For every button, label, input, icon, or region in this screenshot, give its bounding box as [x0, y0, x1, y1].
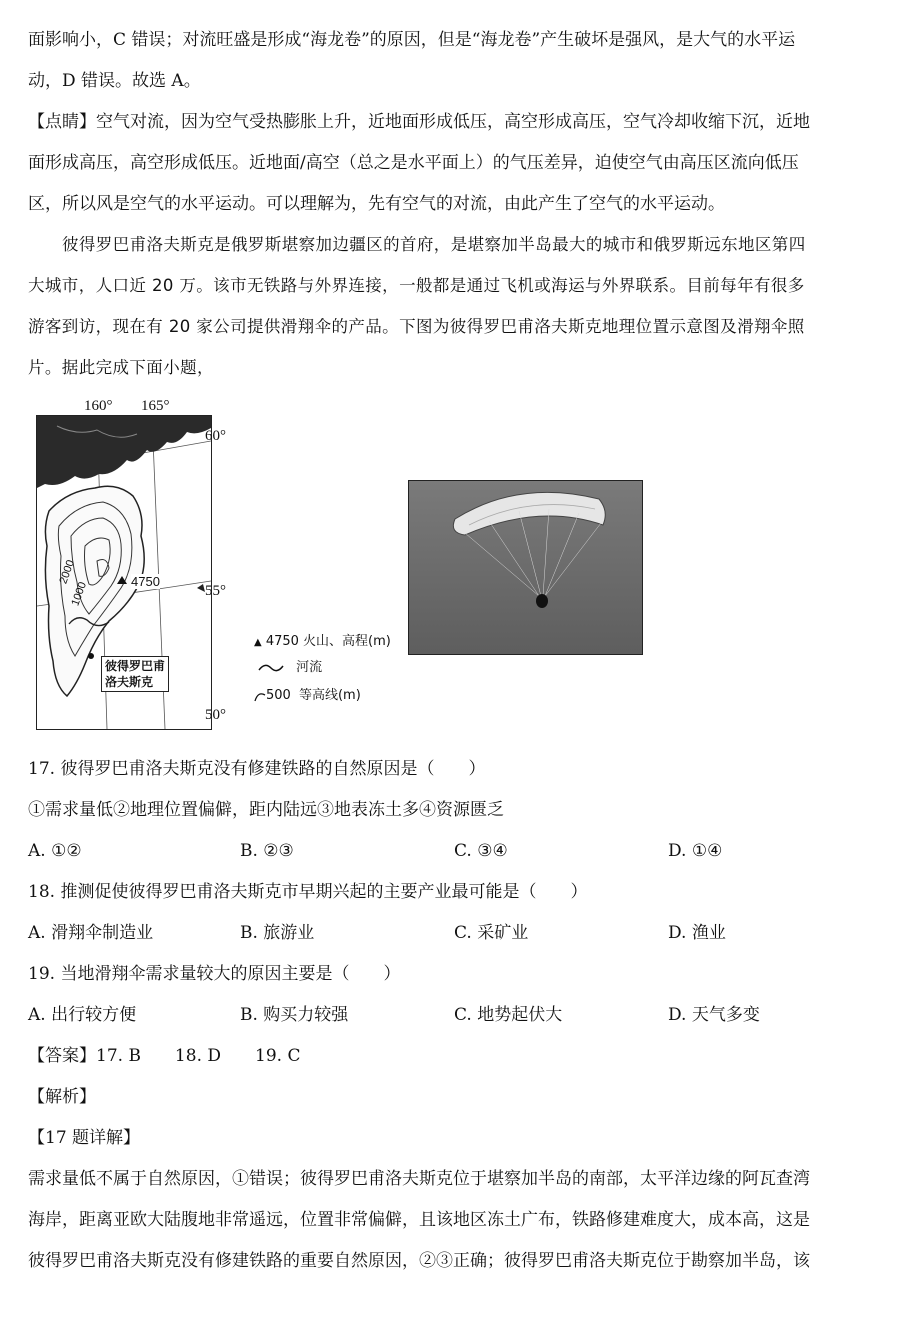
city-label	[101, 656, 169, 692]
option-d: D. 天气多变	[668, 1005, 760, 1025]
question-stem: 19. 当地滑翔伞需求量较大的原因主要是（ ）	[28, 964, 401, 984]
detail-line: 海岸，距离亚欧大陆腹地非常遥远，位置非常偏僻，且该地区冻土广布，铁路修建难度大，成本高，这是	[28, 1210, 810, 1230]
paraglider-image	[409, 481, 642, 654]
contour-line-icon	[254, 689, 266, 703]
text-line: 面影响小，C 错误；对流旺盛是形成“海龙卷”的原因，但是“海龙卷”产生破坏是强风，是大气的水平运	[28, 30, 796, 50]
option-d: D. ①④	[668, 841, 723, 861]
detail-title: 【17 题详解】	[28, 1128, 141, 1148]
longitude-label: 160°	[84, 398, 113, 414]
detail-line: 需求量低不属于自然原因，①错误；彼得罗巴甫洛夫斯克位于堪察加半岛的南部，太平洋边缘的阿瓦查湾	[28, 1169, 810, 1189]
intro-line: 片。据此完成下面小题，	[28, 358, 214, 377]
latitude-label: 50°	[205, 707, 226, 723]
intro-line: 大城市，人口近 20 万。该市无铁路与外界连接，一般都是通过飞机或海运与外界联系。目前每年有很多	[28, 276, 805, 295]
latitude-label: 55°	[205, 583, 226, 599]
tip-line: 面形成高压，高空形成低压。近地面/高空（总之是水平面上）的气压差异，迫使空气由高压区流向低压	[28, 153, 799, 173]
tip-line: 【点睛】空气对流，因为空气受热膨胀上升，近地面形成低压，高空形成高压，空气冷却收缩下沉，近地	[28, 112, 810, 132]
option-a: A. 出行较方便	[28, 1005, 137, 1025]
legend-contour-label: 等高线(m)	[298, 688, 361, 703]
question-stem: 17. 彼得罗巴甫洛夫斯克没有修建铁路的自然原因是（ ）	[28, 759, 486, 779]
text-line: 动，D 错误。故选 A。	[28, 71, 201, 91]
city-label-line: 彼得罗巴甫	[105, 659, 166, 673]
tip-line: 区，所以风是空气的水平运动。可以理解为，先有空气的对流，由此产生了空气的水平运动。	[28, 194, 725, 214]
longitude-label: 165°	[141, 398, 170, 414]
option-c: C. ③④	[454, 841, 508, 861]
intro-line: 游客到访，现在有 20 家公司提供滑翔伞的产品。下图为彼得罗巴甫洛夫斯克地理位置示意图及滑翔伞照	[28, 317, 805, 336]
contour-label: 2000	[57, 558, 78, 586]
city-label-line: 洛夫斯克	[105, 675, 154, 689]
peak-label: 4750	[131, 574, 160, 589]
intro-line: 彼得罗巴甫洛夫斯克是俄罗斯堪察加边疆区的首府，是堪察加半岛最大的城市和俄罗斯远东地区第四	[62, 235, 806, 254]
option-d: D. 渔业	[668, 923, 726, 943]
legend-river	[258, 656, 322, 675]
legend-contour	[254, 684, 361, 703]
river-icon	[258, 661, 284, 675]
legend-volcano	[254, 630, 391, 649]
detail-line: 彼得罗巴甫洛夫斯克没有修建铁路的重要自然原因，②③正确；彼得罗巴甫洛夫斯克位于勘察加半岛，该	[28, 1251, 810, 1271]
option-b: B. ②③	[240, 841, 294, 861]
question-stem: 18. 推测促使彼得罗巴甫洛夫斯克市早期兴起的主要产业最可能是（ ）	[28, 882, 588, 902]
option-b: B. 旅游业	[240, 923, 315, 943]
legend-river-label: 河流	[296, 660, 323, 675]
option-b: B. 购买力较强	[240, 1005, 349, 1025]
option-c: C. 采矿业	[454, 923, 529, 943]
legend-volcano-label: 4750 火山、高程(m)	[265, 634, 391, 649]
legend-contour-value: 500	[266, 688, 291, 703]
analysis-heading: 【解析】	[28, 1087, 96, 1107]
volcano-icon: ▲	[254, 637, 262, 648]
contour-label: 1000	[69, 580, 90, 608]
option-c: C. 地势起伏大	[454, 1005, 563, 1025]
answer-line: 【答案】17. B 18. D 19. C	[28, 1046, 301, 1066]
location-map	[36, 415, 212, 730]
question-extra: ①需求量低②地理位置偏僻，距内陆远③地表冻土多④资源匮乏	[28, 800, 504, 820]
option-a: A. ①②	[28, 841, 82, 861]
paraglider-photo	[408, 480, 643, 655]
option-a: A. 滑翔伞制造业	[28, 923, 154, 943]
latitude-label: 60°	[205, 428, 226, 444]
